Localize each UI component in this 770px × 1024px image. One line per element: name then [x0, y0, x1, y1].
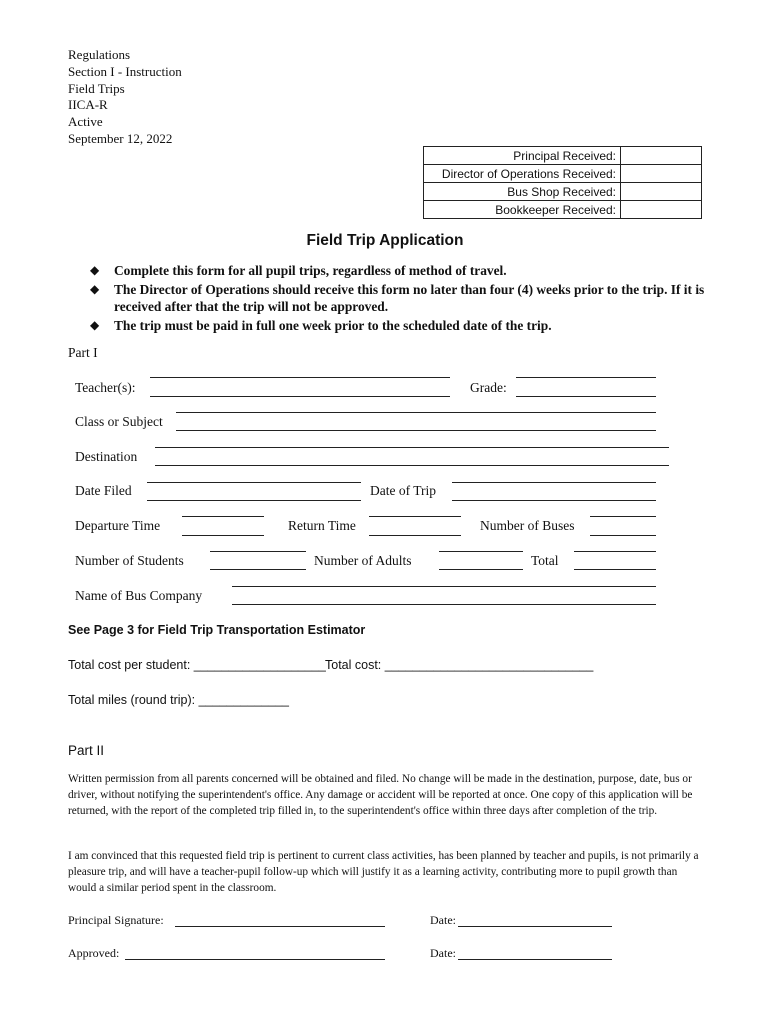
- bus-company-label: Name of Bus Company: [75, 588, 203, 603]
- number-of-buses-input[interactable]: [590, 535, 656, 536]
- bus-shop-received-label: Bus Shop Received:: [424, 183, 621, 201]
- table-row: [424, 183, 702, 201]
- departure-time-input[interactable]: [182, 535, 264, 536]
- number-of-students-line-upper: [210, 551, 306, 552]
- total-miles-field[interactable]: Total miles (round trip): _____________: [68, 693, 289, 707]
- meta-line: September 12, 2022: [68, 130, 173, 146]
- date-of-trip-input[interactable]: [452, 500, 656, 501]
- approved-label: Approved:: [68, 946, 120, 960]
- departure-time-line-upper: [182, 516, 264, 517]
- table-row: [424, 147, 702, 165]
- director-received-label: Director of Operations Received:: [424, 165, 621, 183]
- number-of-students-label: Number of Students: [75, 553, 184, 568]
- permission-paragraph: Written permission from all parents concerned will be obtained and filed. No change will be made in the destination, purpose, date, bus or driver, without notifying the superintendent's office. Any damage or accident will be reported at once. One copy of this application will be returned, with the report of the completed trip filled in, to the superintendent's office within three days after completion of the trip.: [68, 773, 693, 818]
- meta-line: Active: [68, 114, 103, 130]
- bookkeeper-received-field[interactable]: [621, 201, 702, 219]
- bullet-text: The Director of Operations should receive this form no later than four (4) weeks prior to the trip. If it is received after that the trip will not be approved.: [114, 281, 705, 314]
- received-table: [423, 146, 702, 219]
- bullet-text: The trip must be paid in full one week prior to the scheduled date of the trip.: [114, 317, 552, 333]
- destination-line-upper: [155, 447, 669, 448]
- instruction-list: [90, 262, 710, 335]
- number-of-adults-line-upper: [439, 551, 523, 552]
- diamond-bullet-icon: ◆: [90, 263, 100, 277]
- departure-time-label: Departure Time: [75, 518, 161, 533]
- meta-line: Regulations: [68, 47, 131, 62]
- part-one-heading: Part I: [68, 345, 98, 360]
- bullet-text: Complete this form for all pupil trips, regardless of method of travel.: [114, 263, 507, 278]
- destination-input[interactable]: [155, 465, 669, 466]
- date-filed-label: Date Filed: [75, 483, 132, 498]
- cost-per-student-field[interactable]: Total cost per student: ___________________: [68, 658, 326, 672]
- return-time-line-upper: [369, 516, 461, 517]
- total-input[interactable]: [574, 569, 656, 570]
- approved-date-input[interactable]: [458, 959, 612, 960]
- date-of-trip-label: Date of Trip: [370, 483, 437, 498]
- total-cost-field[interactable]: Total cost: ______________________________: [325, 658, 594, 672]
- principal-received-field[interactable]: [621, 147, 702, 165]
- conviction-paragraph: I am convinced that this requested field trip is pertinent to current class activities, has been planned by teacher and pupils, is not primarily a pleasure trip, and will have a teacher-pupil follow-up which will justify it as a learning activity, contributing more to pupil growth than would a similar period spent in the classroom.: [68, 850, 699, 895]
- class-subject-line-upper: [176, 412, 656, 413]
- grade-line-upper: [516, 377, 656, 378]
- number-of-buses-line-upper: [590, 516, 656, 517]
- table-row: [424, 165, 702, 183]
- return-time-input[interactable]: [369, 535, 461, 536]
- bus-shop-received-field[interactable]: [621, 183, 702, 201]
- date-label: Date:: [430, 946, 456, 960]
- date-filed-input[interactable]: [147, 500, 361, 501]
- number-of-adults-label: Number of Adults: [314, 553, 412, 568]
- meta-line: Field Trips: [68, 80, 125, 96]
- approved-signature-input[interactable]: [125, 959, 385, 960]
- teacher-label: Teacher(s):: [75, 380, 136, 395]
- list-item: [90, 262, 710, 280]
- page-title: Field Trip Application: [306, 232, 464, 249]
- total-line-upper: [574, 551, 656, 552]
- total-label: Total: [531, 553, 559, 568]
- teacher-line-upper: [150, 377, 450, 378]
- meta-line: Section I - Instruction: [68, 63, 182, 79]
- diamond-bullet-icon: ◆: [90, 317, 100, 332]
- date-of-trip-line-upper: [452, 482, 656, 483]
- grade-input[interactable]: [516, 396, 656, 397]
- grade-label: Grade:: [470, 380, 507, 395]
- date-filed-line-upper: [147, 482, 361, 483]
- date-label: Date:: [430, 913, 456, 927]
- document-meta: [68, 47, 182, 148]
- diamond-bullet-icon: ◆: [90, 281, 100, 296]
- return-time-label: Return Time: [288, 518, 356, 533]
- bookkeeper-received-label: Bookkeeper Received:: [424, 201, 621, 219]
- teacher-input[interactable]: [150, 396, 450, 397]
- director-received-field[interactable]: [621, 165, 702, 183]
- list-item: [90, 317, 710, 335]
- number-of-buses-label: Number of Buses: [480, 518, 575, 533]
- destination-label: Destination: [75, 449, 138, 464]
- part-two-heading: Part II: [68, 743, 105, 758]
- list-item: [90, 281, 710, 316]
- bus-company-input[interactable]: [232, 604, 656, 605]
- meta-line: IICA-R: [68, 97, 108, 113]
- estimator-note: See Page 3 for Field Trip Transportation Estimator: [68, 623, 366, 637]
- number-of-adults-input[interactable]: [439, 569, 523, 570]
- principal-signature-input[interactable]: [175, 926, 385, 927]
- principal-signature-label: Principal Signature:: [68, 913, 164, 927]
- principal-date-input[interactable]: [458, 926, 612, 927]
- class-subject-label: Class or Subject: [75, 414, 163, 429]
- table-row: [424, 201, 702, 219]
- number-of-students-input[interactable]: [210, 569, 306, 570]
- class-subject-input[interactable]: [176, 430, 656, 431]
- bus-company-line-upper: [232, 586, 656, 587]
- principal-received-label: Principal Received:: [424, 147, 621, 165]
